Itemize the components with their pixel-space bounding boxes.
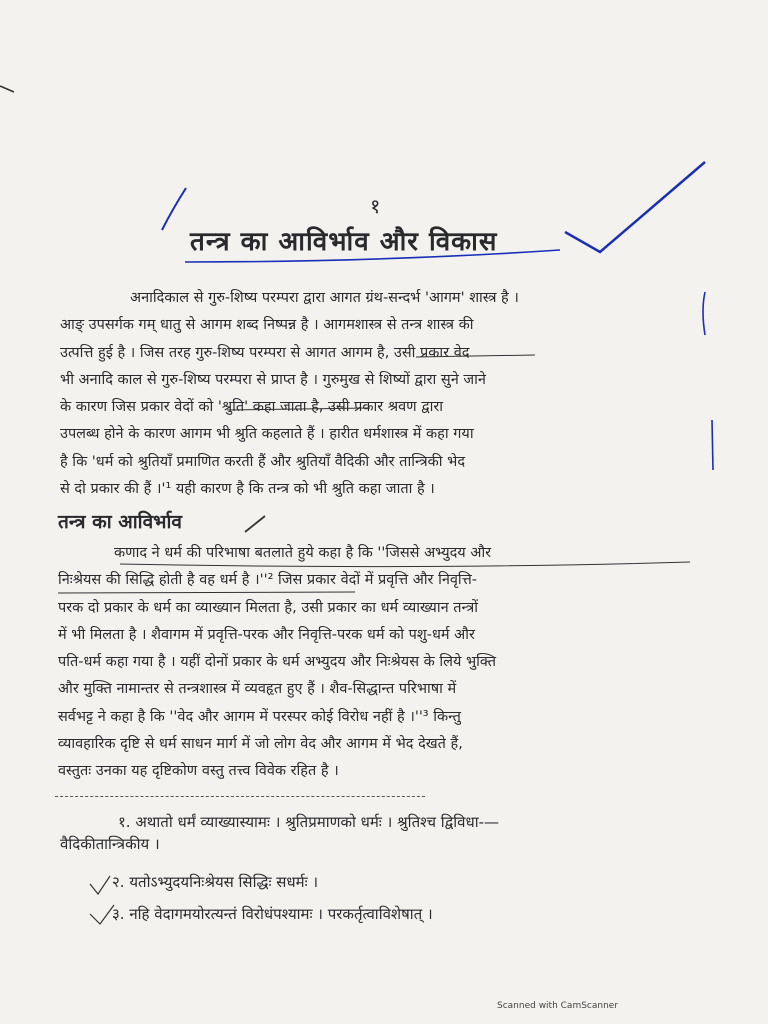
underline-nihshreyas: [58, 592, 355, 593]
footnote-tick-2: [90, 876, 110, 894]
text-line: निःश्रेयस की सिद्धि होती है वह धर्म है ।''² जिस प्रकार वेदों में प्रवृत्ति और निवृत्ति-: [58, 572, 477, 589]
footnote-3: ३. नहि वेदागमयोरत्यन्तं विरोधंपश्यामः । परकर्तृत्वाविशेषात् ।: [112, 905, 433, 923]
text-line: परक दो प्रकार के धर्म का व्याख्यान मिलता है, उसी प्रकार का धर्म व्याख्यान तन्त्रों: [58, 599, 478, 616]
footnote-tick-3: [90, 905, 114, 924]
section-heading: तन्त्र का आविर्भाव: [58, 511, 182, 533]
text-line: वस्तुतः उनका यह दृष्टिकोण वस्तु तत्त्व विवेक रहित है ।: [58, 763, 339, 780]
tick-mark-right: [565, 162, 705, 252]
heading-tick: [245, 516, 265, 532]
underline-kanad: [120, 562, 690, 567]
scanner-watermark: Scanned with CamScanner: [497, 1001, 619, 1011]
text-line: पति-धर्म कहा गया है । यहीं दोनों प्रकार के धर्म अभ्युदय और निःश्रेयस के लिये भुक्ति: [58, 654, 496, 671]
margin-bracket: [703, 292, 705, 335]
text-line: और मुक्ति नामान्तर से तन्त्रशास्त्र में व्यवहृत हुए हैं । शैव-सिद्धान्त परिभाषा में: [58, 681, 457, 698]
text-line: में भी मिलता है । शैवागम में प्रवृत्ति-परक और निवृत्ति-परक धर्म को पशु-धर्म और: [58, 626, 475, 643]
text-line: है कि 'धर्म को श्रुतियाँ प्रमाणित करती हैं और श्रुतियाँ वैदिकी और तान्त्रिकी भेद: [60, 453, 466, 470]
margin-line: [712, 420, 713, 470]
text-line: कणाद ने धर्म की परिभाषा बतलाते हुये कहा है कि ''जिससे अभ्युदय और: [114, 545, 492, 561]
tick-mark-left: [162, 188, 186, 230]
chapter-title: तन्त्र का आविर्भाव और विकास: [190, 227, 498, 257]
text-line: के कारण जिस प्रकार वेदों को 'श्रुति' कहा जाता है, उसी प्रकार श्रवण द्वारा: [60, 399, 444, 416]
text-line: से दो प्रकार की हैं ।'¹ यही कारण है कि तन्त्र को भी श्रुति कहा जाता है ।: [60, 481, 435, 498]
text-line: भी अनादि काल से गुरु-शिष्य परम्परा से प्राप्त है । गुरुमुख से शिष्यों द्वारा सुने जाने: [60, 371, 486, 388]
underline-shruti: [227, 408, 370, 410]
edge-mark: [0, 86, 14, 92]
page-number: १: [370, 194, 381, 218]
underline-agat: [416, 355, 535, 357]
text-line: उत्पत्ति हुई है । जिस तरह गुरु-शिष्य परम्परा से आगत आगम है, उसी प्रकार वेद: [60, 344, 470, 361]
text-line: अनादिकाल से गुरु-शिष्य परम्परा द्वारा आगत ग्रंथ-सन्दर्भ 'आगम' शास्त्र है ।: [130, 290, 519, 306]
text-line: सर्वभट्ट ने कहा है कि ''वेद और आगम में परस्पर कोई विरोध नहीं है ।''³ किन्तु: [58, 708, 461, 725]
title-underline: [185, 250, 560, 262]
footnote-2: २. यतोऽभ्युदयनिःश्रेयस सिद्धिः सधर्मः ।: [112, 873, 319, 891]
footnote-1: १. अथातो धर्मं व्याख्यास्यामः । श्रुतिप्रमाणको धर्मः । श्रुतिश्च द्विविधा-—: [118, 813, 500, 831]
text-line: उपलब्ध होने के कारण आगम भी श्रुति कहलाते हैं । हारीत धर्मशास्त्र में कहा गया: [60, 426, 474, 443]
text-line: व्यावहारिक दृष्टि से धर्म साधन मार्ग में जो लोग वेद और आगम में भेद देखते हैं,: [58, 736, 463, 753]
text-line: आङ् उपसर्गक गम् धातु से आगम शब्द निष्पन्न है । आगमशास्त्र से तन्त्र शास्त्र की: [60, 317, 474, 334]
footnote-1-continued: वैदिकीतान्त्रिकीय ।: [60, 835, 160, 853]
